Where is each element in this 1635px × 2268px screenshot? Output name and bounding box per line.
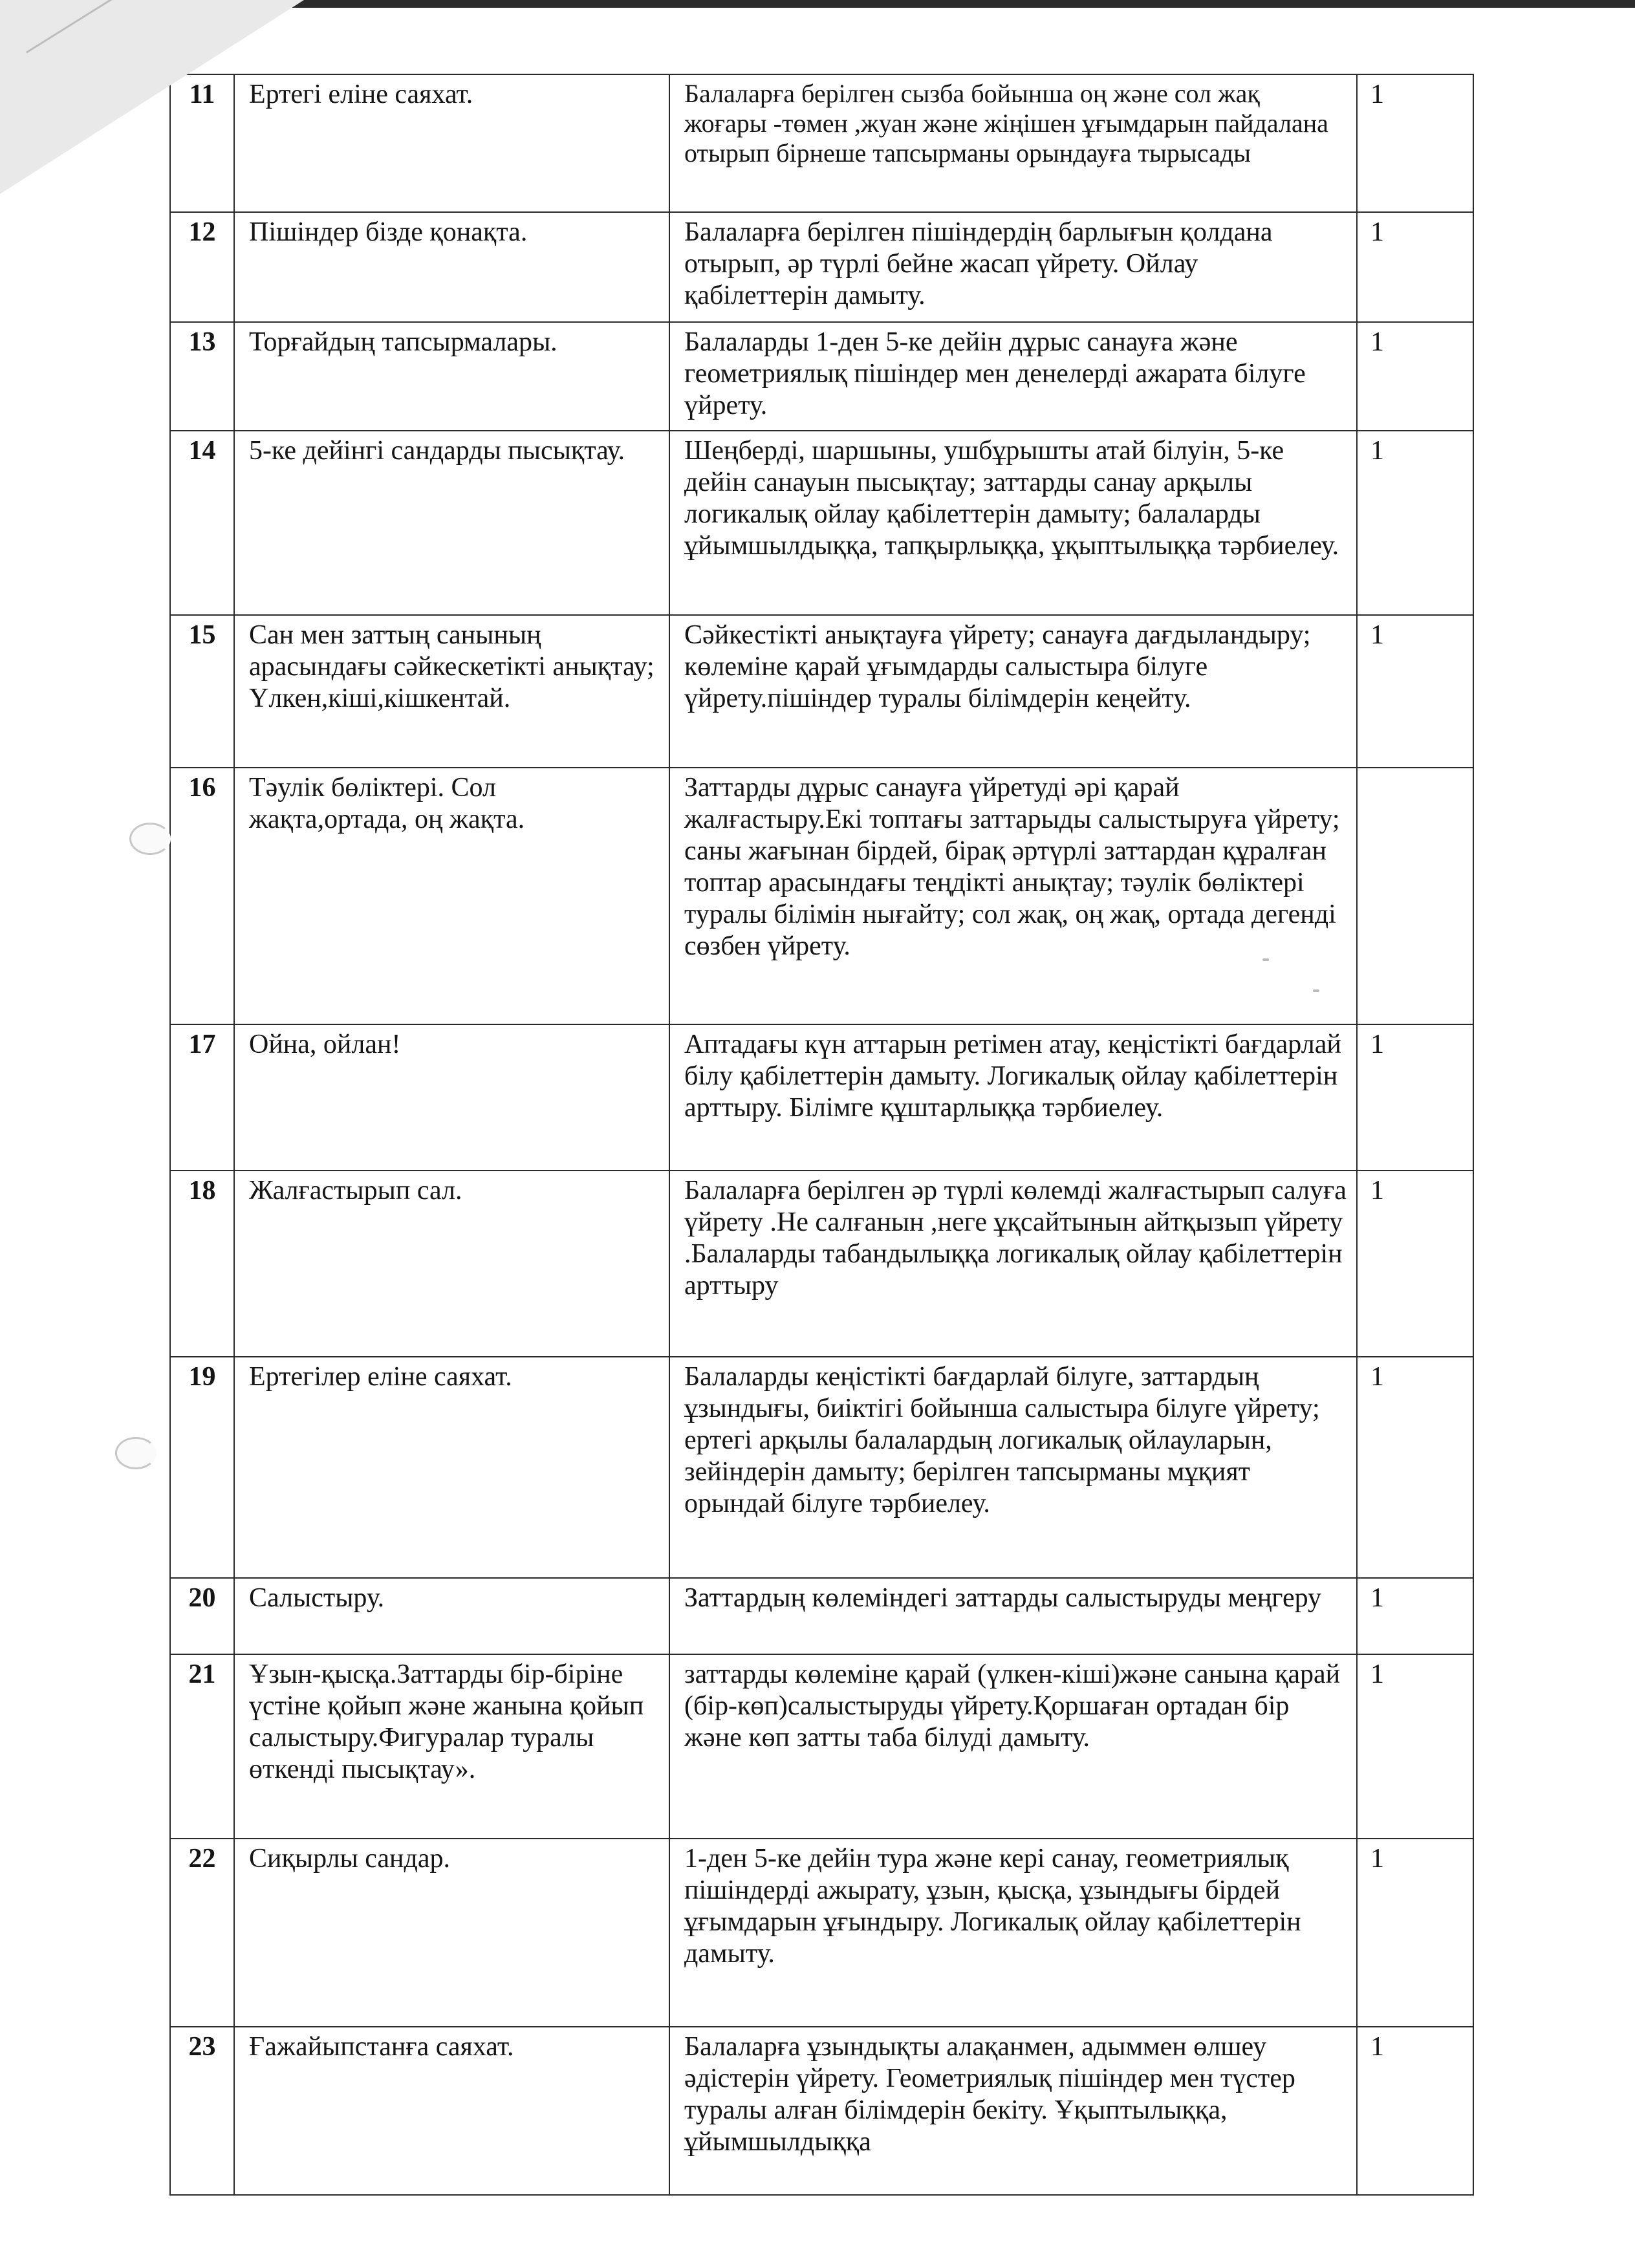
table-row: [170, 431, 1473, 615]
punch-hole: [129, 823, 171, 855]
table-row: [170, 1024, 1473, 1171]
table-row: [170, 322, 1473, 431]
lesson-number: 17: [170, 1024, 234, 1171]
lesson-number: 22: [170, 1839, 234, 2027]
lesson-topic: Сиқырлы сандар.: [234, 1839, 669, 2027]
lesson-topic: Ғажайыпстанға саяхат.: [234, 2027, 669, 2195]
lesson-hours: 1: [1357, 1654, 1473, 1839]
lesson-number: 11: [170, 74, 234, 212]
lesson-goal: Балаларға берілген пішіндердің барлығын қолдана отырып, әр түрлі бейне жасап үйрету. Ойлау қабілеттерін дамыту.: [669, 212, 1357, 322]
table-row: [170, 1839, 1473, 2027]
table-row: [170, 1357, 1473, 1578]
lesson-number: 20: [170, 1578, 234, 1654]
lesson-hours: 1: [1357, 1357, 1473, 1578]
lesson-number: 21: [170, 1654, 234, 1839]
lesson-number: 19: [170, 1357, 234, 1578]
lesson-plan-table: [169, 74, 1474, 2196]
table-row: [170, 1171, 1473, 1357]
lesson-number: 18: [170, 1171, 234, 1357]
lesson-number: 14: [170, 431, 234, 615]
lesson-number: 13: [170, 322, 234, 431]
lesson-hours: 1: [1357, 322, 1473, 431]
lesson-hours: 1: [1357, 74, 1473, 212]
lesson-goal: Аптадағы күн аттарын ретімен атау, кеңістікті бағдарлай білу қабілеттерін дамыту. Логикалық ойлау қабілеттерін арттыру. Білімге құштарлыққа тәрбиелеу.: [669, 1024, 1357, 1171]
lesson-hours: 1: [1357, 1171, 1473, 1357]
lesson-goal: заттарды көлеміне қарай (үлкен-кіші)және санына қарай (бір-көп)салыстыруды үйрету.Қоршаған ортадан бір және көп затты таба білуді дамыту.: [669, 1654, 1357, 1839]
punch-hole: [115, 1437, 157, 1469]
lesson-number: 16: [170, 768, 234, 1024]
lesson-topic: Ертегілер еліне саяхат.: [234, 1357, 669, 1578]
lesson-goal: Заттарды дұрыс санауға үйретуді әрі қарай жалғастыру.Екі топтағы заттарыды салыстыруға үйрету; саны жағынан бірдей, бірақ әртүрлі заттардан құралған топтар арасындағы теңдікті анықтау; тәулік бөліктері туралы білімін нығайту; сол жақ, оң жақ, ортада дегенді сөзбен үйрету.: [669, 768, 1357, 1024]
scan-speck: [1313, 989, 1319, 992]
scan-speck: [1262, 958, 1269, 961]
lesson-goal: Балаларды кеңістікті бағдарлай білуге, заттардың ұзындығы, биіктігі бойынша салыстыра білуге үйрету; ертегі арқылы балалардың логикалық ойлауларын, зейіндерін дамыту; берілген тапсырманы мұқият орындай білуге тәрбиелеу.: [669, 1357, 1357, 1578]
folded-corner: [0, 0, 304, 194]
lesson-goal: Балаларға ұзындықты алақанмен, адыммен өлшеу әдістерін үйрету. Геометриялық пішіндер мен түстер туралы алған білімдерін бекіту. Ұқыптылыққа, ұйымшылдыққа: [669, 2027, 1357, 2195]
lesson-hours: 1: [1357, 1578, 1473, 1654]
table-row: [170, 1654, 1473, 1839]
table-row: [170, 212, 1473, 322]
lesson-topic: 5-ке дейінгі сандарды пысықтау.: [234, 431, 669, 615]
lesson-hours: 1: [1357, 1839, 1473, 2027]
lesson-goal: Сәйкестікті анықтауға үйрету; санауға дағдыландыру; көлеміне қарай ұғымдарды салыстыра білуге үйрету.пішіндер туралы білімдерін кеңейту.: [669, 615, 1357, 768]
table-row: [170, 74, 1473, 212]
lesson-hours: 1: [1357, 1024, 1473, 1171]
scan-top-edge: [246, 0, 1635, 8]
lesson-goal: Балаларды 1-ден 5-ке дейін дұрыс санауға және геометриялық пішіндер мен денелерді ажарата білуге үйрету.: [669, 322, 1357, 431]
lesson-hours: 1: [1357, 431, 1473, 615]
lesson-number: 15: [170, 615, 234, 768]
lesson-topic: Ертегі еліне саяхат.: [234, 74, 669, 212]
lesson-hours: 1: [1357, 2027, 1473, 2195]
lesson-topic: Тәулік бөліктері. Сол жақта,ортада, оң жақта.: [234, 768, 669, 1024]
lesson-topic: Торғайдың тапсырмалары.: [234, 322, 669, 431]
lesson-topic: Ойна, ойлан!: [234, 1024, 669, 1171]
lesson-topic: Пішіндер бізде қонақта.: [234, 212, 669, 322]
lesson-topic: Ұзын-қысқа.Заттарды бір-біріне үстіне қойып және жанына қойып салыстыру.Фигуралар туралы өткенді пысықтау».: [234, 1654, 669, 1839]
lesson-number: 23: [170, 2027, 234, 2195]
lesson-goal: Балаларға берілген әр түрлі көлемді жалғастырып салуға үйрету .Не салғанын ,неге ұқсайтынын айтқызып үйрету .Балаларды табандылыққа логикалық ойлау қабілеттерін арттыру: [669, 1171, 1357, 1357]
lesson-goal: 1-ден 5-ке дейін тура және кері санау, геометриялық пішіндерді ажырату, ұзын, қысқа, ұзындығы бірдей ұғымдарын ұғындыру. Логикалық ойлау қабілеттерін дамыту.: [669, 1839, 1357, 2027]
lesson-goal: Балаларға берілген сызба бойынша оң және сол жақ жоғары -төмен ,жуан және жіңішен ұғымдарын пайдалана отырып бірнеше тапсырманы орындауға тырысады: [669, 74, 1357, 212]
lesson-topic: Сан мен заттың санының арасындағы сәйкескетікті анықтау; Үлкен,кіші,кішкентай.: [234, 615, 669, 768]
lesson-topic: Салыстыру.: [234, 1578, 669, 1654]
lesson-goal: Заттардың көлеміндегі заттарды салыстыруды меңгеру: [669, 1578, 1357, 1654]
lesson-hours: 1: [1357, 615, 1473, 768]
table-row: [170, 768, 1473, 1024]
lesson-hours: [1357, 768, 1473, 1024]
lesson-number: 12: [170, 212, 234, 322]
lesson-goal: Шеңберді, шаршыны, ушбұрышты атай білуін, 5-ке дейін санауын пысықтау; заттарды санау арқылы логикалық ойлау қабілеттерін дамыту; балаларды ұйымшылдыққа, тапқырлыққа, ұқыптылыққа тәрбиелеу.: [669, 431, 1357, 615]
lesson-topic: Жалғастырып сал.: [234, 1171, 669, 1357]
lesson-hours: 1: [1357, 212, 1473, 322]
table-row: [170, 1578, 1473, 1654]
table-row: [170, 2027, 1473, 2195]
table-row: [170, 615, 1473, 768]
